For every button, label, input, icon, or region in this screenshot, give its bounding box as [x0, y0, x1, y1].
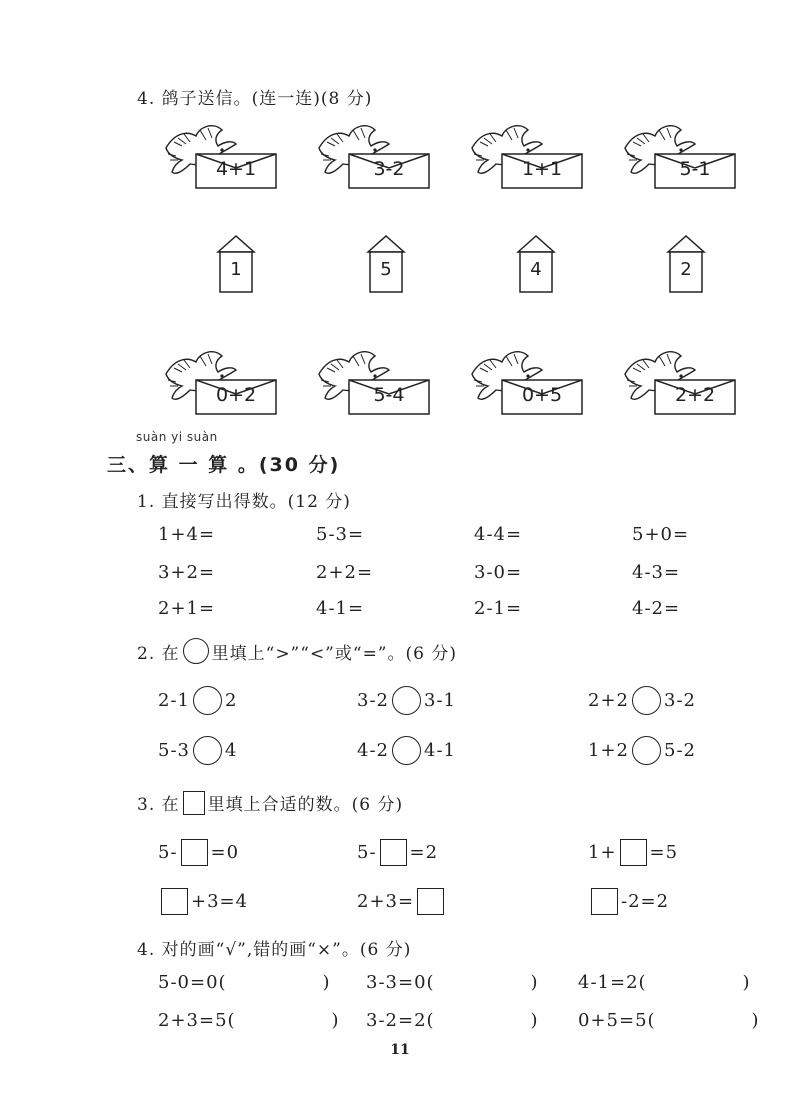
- pigeon-letter-bottom-4[interactable]: [619, 346, 739, 416]
- compare-circle-input[interactable]: [392, 736, 421, 765]
- fill-box-input[interactable]: [161, 888, 188, 915]
- pigeon-letter-top-1[interactable]: [160, 120, 280, 190]
- fill-box-input[interactable]: [620, 839, 647, 866]
- compare-circle-input[interactable]: [392, 686, 421, 715]
- calc-item[interactable]: 4-1=: [316, 598, 365, 619]
- house-number: 5: [380, 259, 392, 280]
- calc-item[interactable]: 4-3=: [632, 562, 681, 583]
- fill-box-input[interactable]: [181, 839, 208, 866]
- question-3-title: 3. 在 里填上合适的数。(6 分): [137, 790, 403, 815]
- fill-box-input[interactable]: [417, 888, 444, 915]
- judge-item: 0+5=5( ): [578, 1010, 760, 1031]
- question-4-pigeon-title: 4. 鸽子送信。(连一连)(8 分): [137, 89, 373, 109]
- letter-expression: 3-2: [373, 158, 405, 180]
- compare-item: 4-2 4-1: [357, 736, 456, 765]
- calc-item[interactable]: 2+2=: [316, 562, 374, 583]
- fill-box-item: 2+3=: [357, 888, 447, 915]
- house-1[interactable]: [216, 234, 256, 294]
- pigeon-letter-bottom-3[interactable]: [466, 346, 586, 416]
- fill-box-item: -2=2: [588, 888, 669, 915]
- letter-expression: 1+1: [521, 158, 563, 180]
- calc-item[interactable]: 5-3=: [316, 524, 365, 545]
- calc-item[interactable]: 3-0=: [474, 562, 523, 583]
- fill-box-input[interactable]: [380, 839, 407, 866]
- house-2[interactable]: [366, 234, 406, 294]
- house-number: 4: [530, 259, 542, 280]
- house-4[interactable]: [666, 234, 706, 294]
- compare-circle-input[interactable]: [193, 736, 222, 765]
- letter-expression: 0+5: [521, 384, 563, 406]
- pigeon-letter-bottom-2[interactable]: [313, 346, 433, 416]
- compare-circle-input[interactable]: [632, 736, 661, 765]
- fill-box-item: 1+ =5: [588, 839, 678, 866]
- judge-item: 3-2=2( ): [366, 1010, 539, 1031]
- house-3[interactable]: [516, 234, 556, 294]
- calc-item[interactable]: 3+2=: [158, 562, 216, 583]
- calc-item[interactable]: 5+0=: [632, 524, 690, 545]
- letter-expression: 0+2: [215, 384, 257, 406]
- compare-item: 5-3 4: [158, 736, 237, 765]
- calc-item[interactable]: 1+4=: [158, 524, 216, 545]
- fill-box-item: +3=4: [158, 888, 248, 915]
- compare-item: 3-2 3-1: [357, 686, 456, 715]
- square-icon: [183, 791, 205, 815]
- compare-circle-input[interactable]: [632, 686, 661, 715]
- compare-item: 1+2 5-2: [588, 736, 696, 765]
- pigeon-letter-top-2[interactable]: [313, 120, 433, 190]
- calc-item[interactable]: 2-1=: [474, 598, 523, 619]
- compare-item: 2+2 3-2: [588, 686, 696, 715]
- section-3-pinyin: suàn yi suàn: [136, 430, 218, 444]
- judge-item: 4-1=2( ): [578, 972, 751, 993]
- judge-item: 5-0=0( ): [158, 972, 331, 993]
- house-number: 2: [680, 259, 692, 280]
- question-4-judge-title: 4. 对的画“√”,错的画“×”。(6 分): [137, 940, 412, 960]
- circle-icon: [183, 638, 209, 664]
- compare-circle-input[interactable]: [193, 686, 222, 715]
- fill-box-item: 5- =2: [357, 839, 438, 866]
- fill-box-item: 5- =0: [158, 839, 239, 866]
- judge-item: 2+3=5( ): [158, 1010, 340, 1031]
- house-number: 1: [230, 259, 242, 280]
- calc-item[interactable]: 4-2=: [632, 598, 681, 619]
- compare-item: 2-1 2: [158, 686, 237, 715]
- calc-item[interactable]: 4-4=: [474, 524, 523, 545]
- letter-expression: 4+1: [215, 158, 257, 180]
- calc-item[interactable]: 2+1=: [158, 598, 216, 619]
- page-number: 11: [390, 1042, 410, 1058]
- letter-expression: 2+2: [674, 384, 716, 406]
- judge-item: 3-3=0( ): [366, 972, 539, 993]
- pigeon-letter-bottom-1[interactable]: [160, 346, 280, 416]
- section-3-title: 三、算 一 算 。(30 分): [107, 454, 341, 476]
- letter-expression: 5-4: [373, 384, 405, 406]
- pigeon-letter-top-3[interactable]: [466, 120, 586, 190]
- fill-box-input[interactable]: [591, 888, 618, 915]
- pigeon-letter-top-4[interactable]: [619, 120, 739, 190]
- letter-expression: 5-1: [679, 158, 711, 180]
- question-2-title: 2. 在 里填上“>”“<”或“=”。(6 分): [137, 638, 457, 664]
- question-1-title: 1. 直接写出得数。(12 分): [137, 492, 351, 512]
